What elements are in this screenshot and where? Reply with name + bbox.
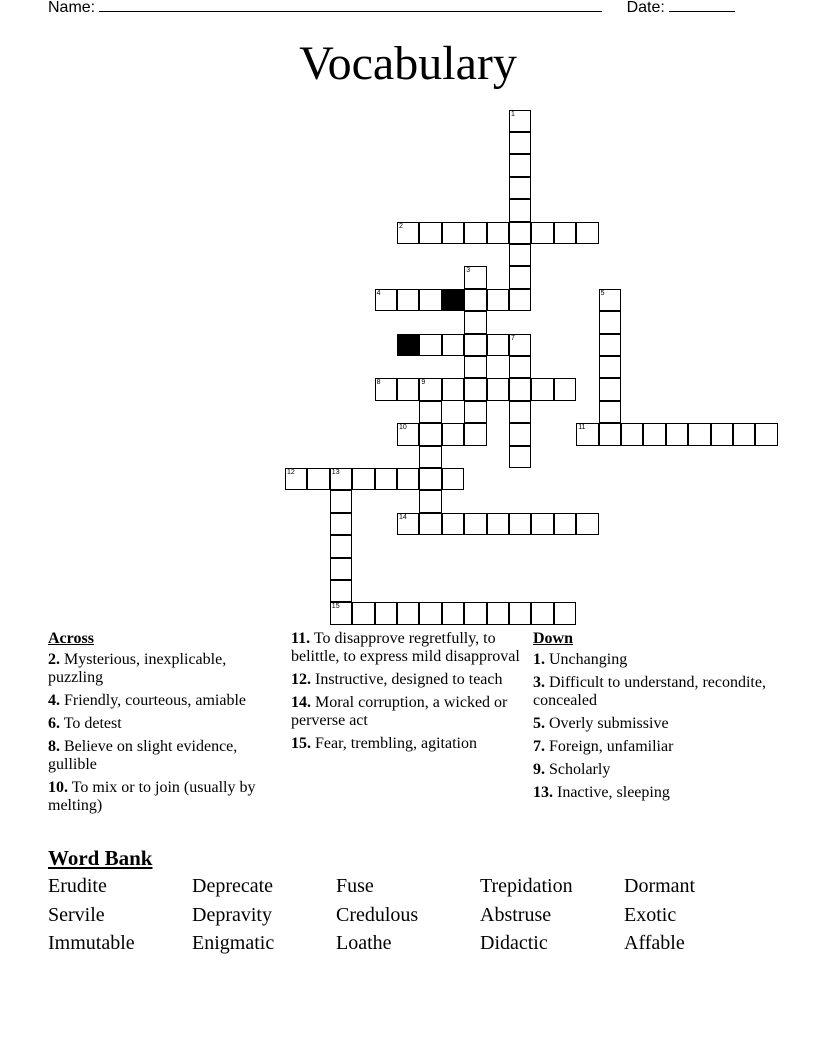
clue-item bbox=[48, 692, 278, 710]
grid-cell[interactable] bbox=[554, 602, 576, 624]
grid-cell[interactable] bbox=[419, 334, 441, 356]
down-heading: Down bbox=[533, 630, 574, 647]
grid-cell[interactable] bbox=[509, 446, 531, 468]
grid-cell[interactable] bbox=[442, 468, 464, 490]
grid-cell[interactable] bbox=[599, 334, 621, 356]
grid-cell[interactable] bbox=[576, 222, 598, 244]
grid-cell[interactable] bbox=[464, 602, 486, 624]
name-label: Name: bbox=[48, 0, 96, 16]
word-bank-word: Didactic bbox=[480, 932, 548, 954]
clue-item bbox=[291, 694, 521, 730]
word-bank-word: Fuse bbox=[336, 875, 374, 897]
clue-item bbox=[48, 651, 278, 687]
grid-cell[interactable] bbox=[464, 401, 486, 423]
grid-cell[interactable] bbox=[442, 222, 464, 244]
clue-text: To detest bbox=[60, 715, 122, 732]
grid-cell[interactable] bbox=[419, 222, 441, 244]
word-bank-word: Enigmatic bbox=[192, 932, 275, 954]
grid-cell[interactable] bbox=[487, 222, 509, 244]
cell-number: 2 bbox=[399, 222, 403, 230]
clue-number: 4. bbox=[48, 692, 60, 709]
grid-cell[interactable] bbox=[487, 289, 509, 311]
cell-number: 5 bbox=[600, 289, 605, 297]
grid-cell[interactable] bbox=[397, 423, 419, 445]
clue-text: Scholarly bbox=[545, 761, 611, 778]
grid-cell[interactable] bbox=[531, 222, 553, 244]
date-label: Date: bbox=[626, 0, 665, 16]
clue-number: 14. bbox=[291, 694, 311, 711]
clue-text: Fear, trembling, agitation bbox=[311, 735, 477, 752]
cell-number: 4 bbox=[376, 289, 381, 297]
grid-cell[interactable] bbox=[375, 289, 397, 311]
grid-cell[interactable] bbox=[464, 378, 486, 400]
clue-item bbox=[48, 738, 278, 774]
grid-cell[interactable] bbox=[509, 110, 531, 132]
grid-cell[interactable] bbox=[509, 244, 531, 266]
clue-number: 5. bbox=[533, 715, 545, 732]
black-cell bbox=[397, 334, 419, 356]
grid-cell[interactable] bbox=[487, 602, 509, 624]
grid-cell[interactable] bbox=[509, 513, 531, 535]
cell-number: 12 bbox=[287, 469, 295, 476]
grid-cell[interactable] bbox=[509, 334, 531, 356]
grid-cell[interactable] bbox=[509, 266, 531, 288]
grid-cell[interactable] bbox=[464, 289, 486, 311]
across-heading: Across bbox=[48, 630, 94, 647]
clue-number: 9. bbox=[533, 761, 545, 778]
grid-cell[interactable] bbox=[509, 378, 531, 400]
grid-cell[interactable] bbox=[509, 177, 531, 199]
grid-cell[interactable] bbox=[576, 513, 598, 535]
clue-number: 3. bbox=[533, 674, 545, 691]
grid-cell[interactable] bbox=[554, 513, 576, 535]
grid-cell[interactable] bbox=[688, 423, 710, 445]
cell-number: 14 bbox=[399, 513, 407, 521]
cell-number: 13 bbox=[331, 469, 340, 476]
grid-cell[interactable] bbox=[599, 401, 621, 423]
cell-number: 1 bbox=[511, 110, 515, 118]
clue-number: 10. bbox=[48, 779, 68, 796]
grid-cell[interactable] bbox=[442, 378, 464, 400]
grid-cell[interactable] bbox=[397, 222, 419, 244]
grid-cell[interactable] bbox=[531, 513, 553, 535]
grid-cell[interactable] bbox=[375, 468, 397, 490]
clue-item bbox=[533, 674, 773, 710]
cell-number: 9 bbox=[421, 379, 426, 387]
grid-cell[interactable] bbox=[352, 602, 374, 624]
grid-cell[interactable] bbox=[509, 289, 531, 311]
grid-cell[interactable] bbox=[330, 468, 352, 490]
grid-cell[interactable] bbox=[554, 222, 576, 244]
grid-cell[interactable] bbox=[599, 423, 621, 445]
grid-cell[interactable] bbox=[442, 513, 464, 535]
grid-cell[interactable] bbox=[599, 311, 621, 333]
across-clue-list-continued bbox=[291, 630, 521, 753]
grid-cell[interactable] bbox=[509, 356, 531, 378]
clue-text: Instructive, designed to teach bbox=[311, 671, 503, 688]
word-bank-word: Immutable bbox=[48, 932, 135, 954]
word-bank-word: Exotic bbox=[624, 903, 677, 926]
grid-cell[interactable] bbox=[509, 423, 531, 445]
clue-item bbox=[533, 715, 773, 733]
word-bank-word: Servile bbox=[48, 903, 105, 926]
across-clues-column-continued bbox=[291, 630, 521, 758]
clue-number: 8. bbox=[48, 738, 60, 755]
grid-cell[interactable] bbox=[464, 423, 486, 445]
grid-cell[interactable] bbox=[576, 423, 598, 445]
grid-cell[interactable] bbox=[285, 468, 307, 490]
grid-cell[interactable] bbox=[464, 513, 486, 535]
word-bank-word: Dormant bbox=[624, 875, 696, 897]
grid-cell[interactable] bbox=[509, 132, 531, 154]
cell-number: 3 bbox=[466, 267, 471, 275]
clue-item bbox=[533, 784, 773, 802]
clue-text: Mysterious, inexplicable, puzzling bbox=[48, 651, 227, 686]
clue-text: Inactive, sleeping bbox=[553, 784, 670, 801]
word-bank-title: Word Bank bbox=[48, 846, 153, 870]
clue-text: Believe on slight evidence, gullible bbox=[48, 738, 238, 773]
clue-item bbox=[533, 651, 773, 669]
clue-text: To disapprove regretfully, to belittle, to express mild disapproval bbox=[291, 630, 520, 665]
grid-cell[interactable] bbox=[643, 423, 665, 445]
grid-cell[interactable] bbox=[307, 468, 329, 490]
grid-cell[interactable] bbox=[487, 378, 509, 400]
grid-cell[interactable] bbox=[599, 356, 621, 378]
clue-text: Moral corruption, a wicked or perverse act bbox=[291, 694, 508, 729]
grid-cell[interactable] bbox=[442, 334, 464, 356]
grid-cell[interactable] bbox=[442, 602, 464, 624]
grid-cell[interactable] bbox=[464, 266, 486, 288]
down-clues-column bbox=[533, 630, 773, 807]
cell-number: 10 bbox=[399, 424, 407, 432]
grid-cell[interactable] bbox=[330, 558, 352, 580]
grid-cell[interactable] bbox=[419, 513, 441, 535]
grid-cell[interactable] bbox=[375, 378, 397, 400]
grid-cell[interactable] bbox=[330, 490, 352, 512]
grid-cell[interactable] bbox=[733, 423, 755, 445]
clue-number: 7. bbox=[533, 738, 545, 755]
grid-cell[interactable] bbox=[487, 334, 509, 356]
grid-cell[interactable] bbox=[442, 423, 464, 445]
grid-cell[interactable] bbox=[397, 468, 419, 490]
grid-cell[interactable] bbox=[419, 602, 441, 624]
grid-cell[interactable] bbox=[397, 378, 419, 400]
grid-cell[interactable] bbox=[666, 423, 688, 445]
black-cell bbox=[442, 289, 464, 311]
clue-number: 11. bbox=[291, 630, 311, 647]
clue-number: 15. bbox=[291, 735, 311, 752]
clue-item bbox=[291, 735, 521, 753]
grid-cell[interactable] bbox=[599, 289, 621, 311]
grid-cell[interactable] bbox=[509, 154, 531, 176]
clue-number: 6. bbox=[48, 715, 60, 732]
grid-cell[interactable] bbox=[509, 199, 531, 221]
clue-item bbox=[48, 715, 278, 733]
clue-text: Friendly, courteous, amiable bbox=[60, 692, 247, 709]
clue-item bbox=[291, 671, 521, 689]
clue-number: 13. bbox=[533, 784, 553, 801]
clue-number: 2. bbox=[48, 651, 60, 668]
grid-cell[interactable] bbox=[599, 378, 621, 400]
grid-cell[interactable] bbox=[330, 602, 352, 624]
cell-number: 8 bbox=[376, 379, 381, 387]
grid-cell[interactable] bbox=[419, 446, 441, 468]
grid-cell[interactable] bbox=[531, 602, 553, 624]
grid-cell[interactable] bbox=[375, 602, 397, 624]
grid-cell[interactable] bbox=[419, 378, 441, 400]
grid-cell[interactable] bbox=[419, 490, 441, 512]
across-clues-column bbox=[48, 630, 278, 820]
grid-cell[interactable] bbox=[464, 311, 486, 333]
clue-text: To mix or to join (usually by melting) bbox=[48, 779, 256, 814]
grid-cell[interactable] bbox=[509, 222, 531, 244]
word-bank-word: Affable bbox=[624, 932, 685, 954]
grid-cell[interactable] bbox=[419, 401, 441, 423]
word-bank-word: Deprecate bbox=[192, 875, 274, 897]
word-bank-word: Credulous bbox=[336, 903, 419, 926]
across-clue-list bbox=[48, 651, 278, 815]
word-bank-word: Depravity bbox=[192, 903, 272, 926]
grid-cell[interactable] bbox=[509, 602, 531, 624]
clue-item bbox=[533, 761, 773, 779]
grid-cell[interactable] bbox=[330, 513, 352, 535]
clue-item bbox=[48, 779, 278, 815]
grid-cell[interactable] bbox=[397, 289, 419, 311]
grid-cell[interactable] bbox=[554, 378, 576, 400]
clue-number: 12. bbox=[291, 671, 311, 688]
grid-cell[interactable] bbox=[509, 401, 531, 423]
grid-cell[interactable] bbox=[330, 580, 352, 602]
grid-cell[interactable] bbox=[621, 423, 643, 445]
grid-cell[interactable] bbox=[330, 535, 352, 557]
grid-cell[interactable] bbox=[419, 468, 441, 490]
word-bank-word: Trepidation bbox=[480, 875, 573, 897]
grid-cell[interactable] bbox=[419, 423, 441, 445]
clue-item bbox=[291, 630, 521, 666]
grid-cell[interactable] bbox=[755, 423, 777, 445]
grid-cell[interactable] bbox=[419, 289, 441, 311]
page-title: Vocabulary bbox=[299, 37, 517, 90]
clue-item bbox=[533, 738, 773, 756]
cell-number: 7 bbox=[511, 334, 515, 342]
down-clue-list bbox=[533, 651, 773, 802]
clue-text: Difficult to understand, recondite, concealed bbox=[533, 674, 766, 709]
word-bank-word: Abstruse bbox=[480, 903, 552, 926]
grid-cell[interactable] bbox=[711, 423, 733, 445]
clue-text: Foreign, unfamiliar bbox=[545, 738, 674, 755]
grid-cell[interactable] bbox=[397, 602, 419, 624]
grid-cell[interactable] bbox=[464, 334, 486, 356]
grid-cell[interactable] bbox=[464, 356, 486, 378]
clue-text: Unchanging bbox=[545, 651, 628, 668]
grid-cell[interactable] bbox=[397, 513, 419, 535]
cell-number: 15 bbox=[331, 603, 340, 611]
clue-number: 1. bbox=[533, 651, 545, 668]
grid-cell[interactable] bbox=[464, 222, 486, 244]
grid-cell[interactable] bbox=[487, 513, 509, 535]
grid-cell[interactable] bbox=[531, 378, 553, 400]
word-bank-word: Loathe bbox=[336, 932, 392, 954]
cell-number: 11 bbox=[578, 424, 586, 432]
clue-text: Overly submissive bbox=[545, 715, 669, 732]
word-bank-word: Erudite bbox=[48, 875, 107, 897]
grid-cell[interactable] bbox=[352, 468, 374, 490]
